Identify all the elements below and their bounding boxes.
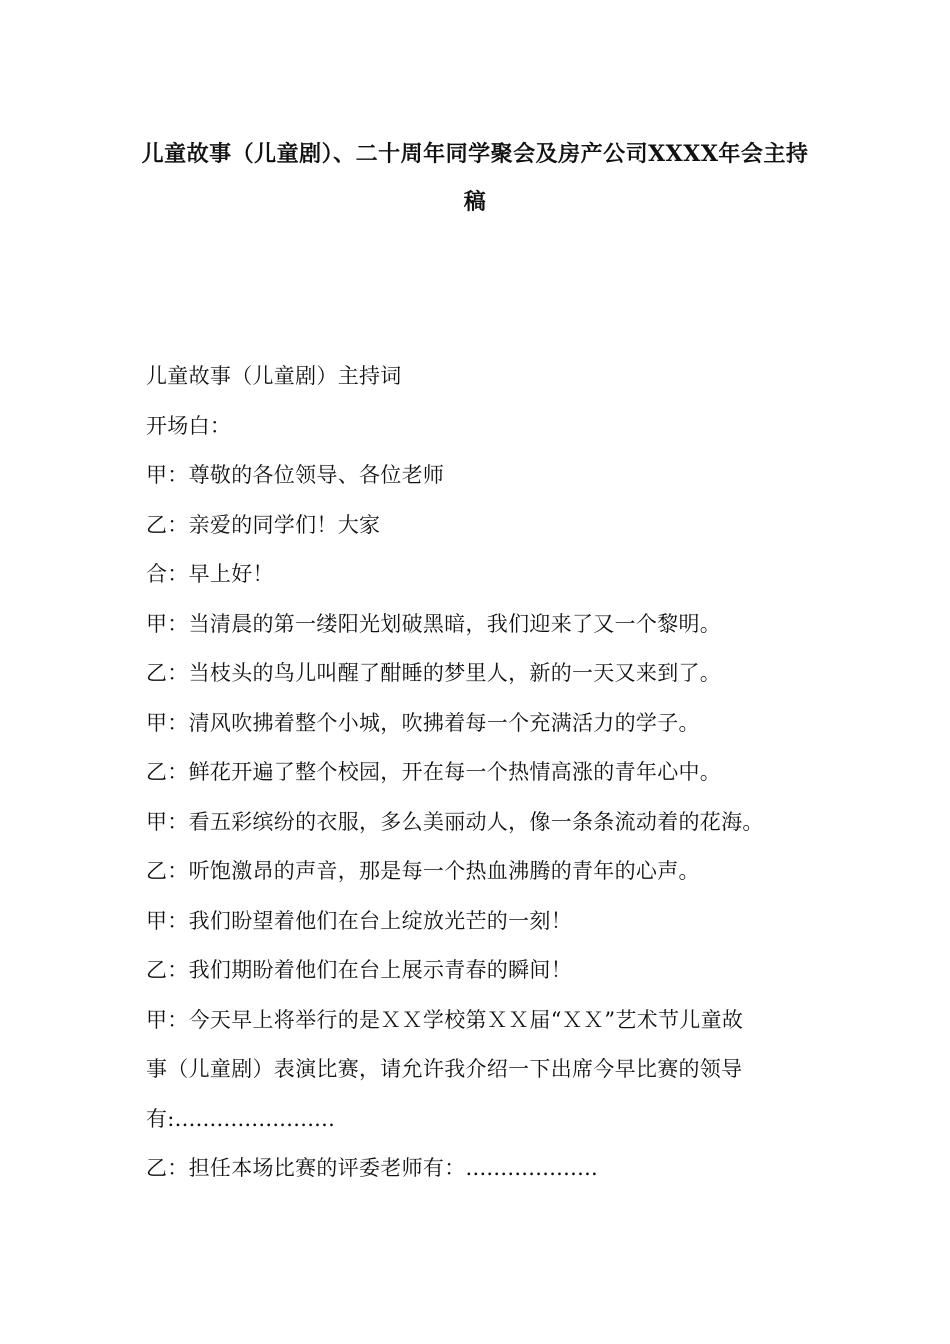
paragraph: 甲：看五彩缤纷的衣服，多么美丽动人，像一条条流动着的花海。: [146, 809, 764, 834]
paragraph: 乙：亲爱的同学们！大家: [146, 512, 381, 537]
paragraph: 乙：当枝头的鸟儿叫醒了酣睡的梦里人，新的一天又来到了。: [146, 661, 722, 685]
paragraph: 乙：鲜花开遍了整个校园，开在每一个热情高涨的青年心中。: [146, 760, 722, 784]
document-title: [120, 130, 830, 226]
title-line-2: 稿: [463, 189, 487, 215]
paragraph: 合：早上好！: [146, 562, 274, 586]
paragraph: 乙：我们期盼着他们在台上展示青春的瞬间！: [146, 958, 572, 982]
paragraph: 事（儿童剧）表演比赛，请允许我介绍一下出席今早比赛的领导: [146, 1057, 743, 1081]
paragraph: 乙：听饱激昂的声音，那是每一个热血沸腾的青年的心声。: [146, 859, 700, 883]
document-body: [146, 352, 806, 1194]
paragraph: 开场白：: [146, 413, 232, 438]
paragraph: 甲：今天早上将举行的是ＸＸ学校第ＸＸ届“ＸＸ”艺术节儿童故: [146, 1007, 744, 1032]
section-heading: 儿童故事（儿童剧）主持词: [146, 364, 402, 388]
paragraph: 甲：尊敬的各位领导、各位老师: [146, 463, 445, 487]
paragraph: 甲：我们盼望着他们在台上绽放光芒的一刻！: [146, 908, 572, 933]
paragraph: 甲：清风吹拂着整个小城，吹拂着每一个充满活力的学子。: [146, 710, 700, 735]
title-line-1: 儿童故事（儿童剧）、二十周年同学聚会及房产公司XXXX年会主持: [141, 141, 809, 167]
paragraph: 甲：当清晨的第一缕阳光划破黑暗，我们迎来了又一个黎明。: [146, 611, 722, 636]
paragraph: 有:.......................: [146, 1106, 336, 1131]
paragraph: 乙：担任本场比赛的评委老师有：...................: [146, 1156, 599, 1180]
